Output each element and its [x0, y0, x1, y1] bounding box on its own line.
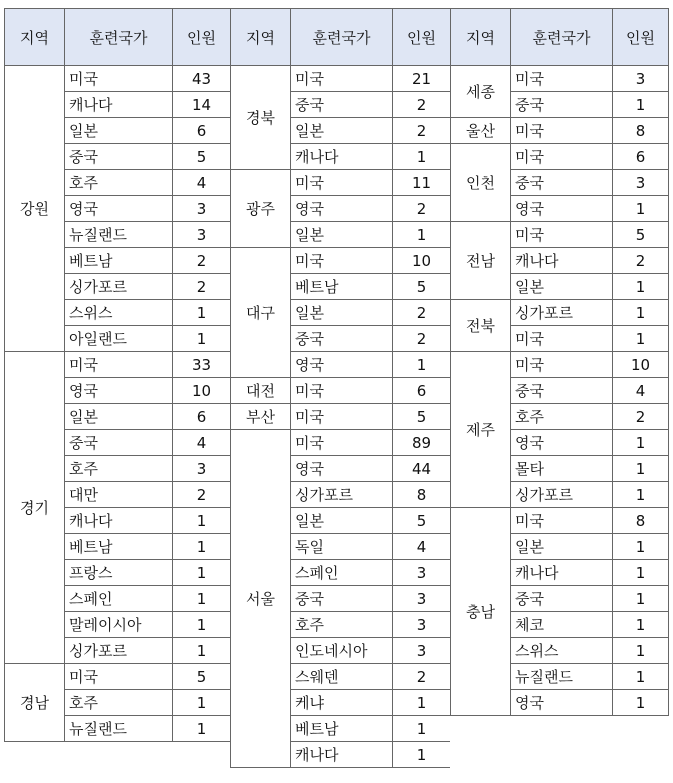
count-cell: 2	[612, 404, 669, 430]
country-cell: 미국	[64, 66, 172, 92]
count-cell: 4	[172, 170, 230, 196]
country-cell: 싱가포르	[510, 482, 612, 508]
country-cell: 중국	[290, 586, 392, 612]
header-region: 지역	[230, 8, 290, 66]
country-cell: 영국	[290, 196, 392, 222]
country-cell: 중국	[510, 92, 612, 118]
count-cell: 6	[392, 378, 450, 404]
count-cell: 6	[172, 404, 230, 430]
count-cell: 1	[612, 430, 669, 456]
country-cell: 프랑스	[64, 560, 172, 586]
country-cell: 캐나다	[510, 560, 612, 586]
country-cell: 미국	[290, 248, 392, 274]
count-cell: 1	[392, 222, 450, 248]
count-cell: 1	[392, 352, 450, 378]
count-cell: 2	[392, 196, 450, 222]
count-cell: 2	[612, 248, 669, 274]
count-cell: 8	[612, 508, 669, 534]
count-cell: 1	[612, 612, 669, 638]
country-cell: 스웨덴	[290, 664, 392, 690]
region-cell: 전남	[450, 222, 510, 300]
country-cell: 중국	[290, 326, 392, 352]
count-cell: 4	[392, 534, 450, 560]
country-cell: 미국	[510, 144, 612, 170]
training-country-table	[4, 8, 669, 770]
country-cell: 대만	[64, 482, 172, 508]
count-cell: 10	[612, 352, 669, 378]
country-cell: 베트남	[290, 716, 392, 742]
count-cell: 6	[172, 118, 230, 144]
count-cell: 4	[612, 378, 669, 404]
country-cell: 캐나다	[510, 248, 612, 274]
region-cell: 인천	[450, 144, 510, 222]
count-cell: 1	[612, 534, 669, 560]
count-cell: 5	[392, 404, 450, 430]
country-cell: 일본	[290, 118, 392, 144]
count-cell: 3	[392, 586, 450, 612]
country-cell: 미국	[510, 222, 612, 248]
region-cell: 대구	[230, 248, 290, 378]
count-cell: 1	[612, 92, 669, 118]
count-cell: 1	[172, 586, 230, 612]
count-cell: 1	[172, 508, 230, 534]
country-cell: 일본	[510, 534, 612, 560]
count-cell: 33	[172, 352, 230, 378]
country-cell: 스페인	[290, 560, 392, 586]
country-cell: 미국	[290, 170, 392, 196]
country-cell: 영국	[64, 196, 172, 222]
country-cell: 스위스	[64, 300, 172, 326]
country-cell: 체코	[510, 612, 612, 638]
country-cell: 영국	[290, 456, 392, 482]
country-cell: 미국	[510, 118, 612, 144]
country-cell: 영국	[64, 378, 172, 404]
count-cell: 44	[392, 456, 450, 482]
country-cell: 호주	[64, 170, 172, 196]
count-cell: 10	[172, 378, 230, 404]
count-cell: 1	[172, 716, 230, 742]
country-cell: 일본	[290, 508, 392, 534]
count-cell: 2	[392, 92, 450, 118]
country-cell: 일본	[290, 222, 392, 248]
count-cell: 10	[392, 248, 450, 274]
country-cell: 캐나다	[64, 92, 172, 118]
country-cell: 케냐	[290, 690, 392, 716]
region-cell: 울산	[450, 118, 510, 144]
country-cell: 일본	[290, 300, 392, 326]
count-cell: 1	[172, 638, 230, 664]
count-cell: 5	[392, 508, 450, 534]
region-cell: 경기	[4, 352, 64, 664]
count-cell: 1	[172, 690, 230, 716]
count-cell: 2	[392, 664, 450, 690]
count-cell: 1	[612, 482, 669, 508]
country-cell: 일본	[64, 404, 172, 430]
country-cell: 중국	[64, 430, 172, 456]
count-cell: 1	[172, 612, 230, 638]
country-cell: 싱가포르	[290, 482, 392, 508]
count-cell: 3	[612, 170, 669, 196]
count-cell: 5	[612, 222, 669, 248]
count-cell: 11	[392, 170, 450, 196]
count-cell: 2	[172, 274, 230, 300]
count-cell: 8	[612, 118, 669, 144]
count-cell: 3	[172, 196, 230, 222]
header-country: 훈련국가	[510, 8, 612, 66]
country-cell: 캐나다	[290, 144, 392, 170]
region-cell: 제주	[450, 352, 510, 508]
country-cell: 미국	[510, 66, 612, 92]
country-cell: 아일랜드	[64, 326, 172, 352]
count-cell: 1	[612, 274, 669, 300]
count-cell: 21	[392, 66, 450, 92]
country-cell: 미국	[290, 66, 392, 92]
country-cell: 호주	[510, 404, 612, 430]
region-cell: 경남	[4, 664, 64, 742]
region-cell: 강원	[4, 66, 64, 352]
country-cell: 미국	[510, 508, 612, 534]
count-cell: 3	[612, 66, 669, 92]
count-cell: 14	[172, 92, 230, 118]
count-cell: 1	[612, 664, 669, 690]
count-cell: 1	[172, 560, 230, 586]
count-cell: 2	[392, 326, 450, 352]
count-cell: 89	[392, 430, 450, 456]
country-cell: 일본	[64, 118, 172, 144]
country-cell: 영국	[510, 196, 612, 222]
count-cell: 3	[392, 638, 450, 664]
country-cell: 싱가포르	[64, 638, 172, 664]
count-cell: 8	[392, 482, 450, 508]
count-cell: 1	[612, 196, 669, 222]
country-cell: 미국	[510, 352, 612, 378]
country-cell: 영국	[510, 690, 612, 716]
country-cell: 스페인	[64, 586, 172, 612]
count-cell: 1	[612, 456, 669, 482]
count-cell: 1	[172, 534, 230, 560]
header-region: 지역	[450, 8, 510, 66]
count-cell: 2	[172, 482, 230, 508]
header-count: 인원	[392, 8, 450, 66]
count-cell: 1	[392, 742, 450, 768]
count-cell: 1	[612, 690, 669, 716]
region-cell: 충남	[450, 508, 510, 716]
count-cell: 2	[392, 300, 450, 326]
country-cell: 호주	[290, 612, 392, 638]
region-cell: 대전	[230, 378, 290, 404]
country-cell: 뉴질랜드	[64, 716, 172, 742]
count-cell: 3	[392, 560, 450, 586]
country-cell: 스위스	[510, 638, 612, 664]
country-cell: 싱가포르	[64, 274, 172, 300]
count-cell: 1	[612, 638, 669, 664]
country-cell: 뉴질랜드	[64, 222, 172, 248]
count-cell: 1	[612, 300, 669, 326]
count-cell: 5	[172, 664, 230, 690]
count-cell: 3	[172, 222, 230, 248]
count-cell: 43	[172, 66, 230, 92]
country-cell: 호주	[64, 456, 172, 482]
country-cell: 미국	[290, 404, 392, 430]
count-cell: 1	[392, 716, 450, 742]
count-cell: 1	[172, 326, 230, 352]
count-cell: 3	[172, 456, 230, 482]
count-cell: 1	[612, 326, 669, 352]
count-cell: 5	[172, 144, 230, 170]
country-cell: 중국	[510, 170, 612, 196]
country-cell: 인도네시아	[290, 638, 392, 664]
header-count: 인원	[612, 8, 669, 66]
country-cell: 캐나다	[290, 742, 392, 768]
header-country: 훈련국가	[64, 8, 172, 66]
count-cell: 1	[612, 586, 669, 612]
country-cell: 중국	[510, 378, 612, 404]
count-cell: 1	[392, 690, 450, 716]
country-cell: 미국	[64, 352, 172, 378]
country-cell: 캐나다	[64, 508, 172, 534]
country-cell: 베트남	[64, 534, 172, 560]
count-cell: 5	[392, 274, 450, 300]
country-cell: 몰타	[510, 456, 612, 482]
country-cell: 호주	[64, 690, 172, 716]
count-cell: 3	[392, 612, 450, 638]
count-cell: 2	[392, 118, 450, 144]
count-cell: 1	[612, 560, 669, 586]
country-cell: 미국	[510, 326, 612, 352]
count-cell: 1	[172, 300, 230, 326]
country-cell: 싱가포르	[510, 300, 612, 326]
country-cell: 중국	[510, 586, 612, 612]
region-cell: 서울	[230, 430, 290, 768]
region-cell: 부산	[230, 404, 290, 430]
count-cell: 1	[392, 144, 450, 170]
header-country: 훈련국가	[290, 8, 392, 66]
country-cell: 일본	[510, 274, 612, 300]
country-cell: 미국	[290, 378, 392, 404]
country-cell: 독일	[290, 534, 392, 560]
country-cell: 뉴질랜드	[510, 664, 612, 690]
count-cell: 4	[172, 430, 230, 456]
count-cell: 6	[612, 144, 669, 170]
country-cell: 영국	[290, 352, 392, 378]
country-cell: 베트남	[290, 274, 392, 300]
header-count: 인원	[172, 8, 230, 66]
region-cell: 광주	[230, 170, 290, 248]
country-cell: 영국	[510, 430, 612, 456]
country-cell: 중국	[64, 144, 172, 170]
region-cell: 경북	[230, 66, 290, 170]
region-cell: 전북	[450, 300, 510, 352]
header-region: 지역	[4, 8, 64, 66]
country-cell: 중국	[290, 92, 392, 118]
country-cell: 미국	[290, 430, 392, 456]
country-cell: 말레이시아	[64, 612, 172, 638]
country-cell: 베트남	[64, 248, 172, 274]
region-cell: 세종	[450, 66, 510, 118]
country-cell: 미국	[64, 664, 172, 690]
count-cell: 2	[172, 248, 230, 274]
